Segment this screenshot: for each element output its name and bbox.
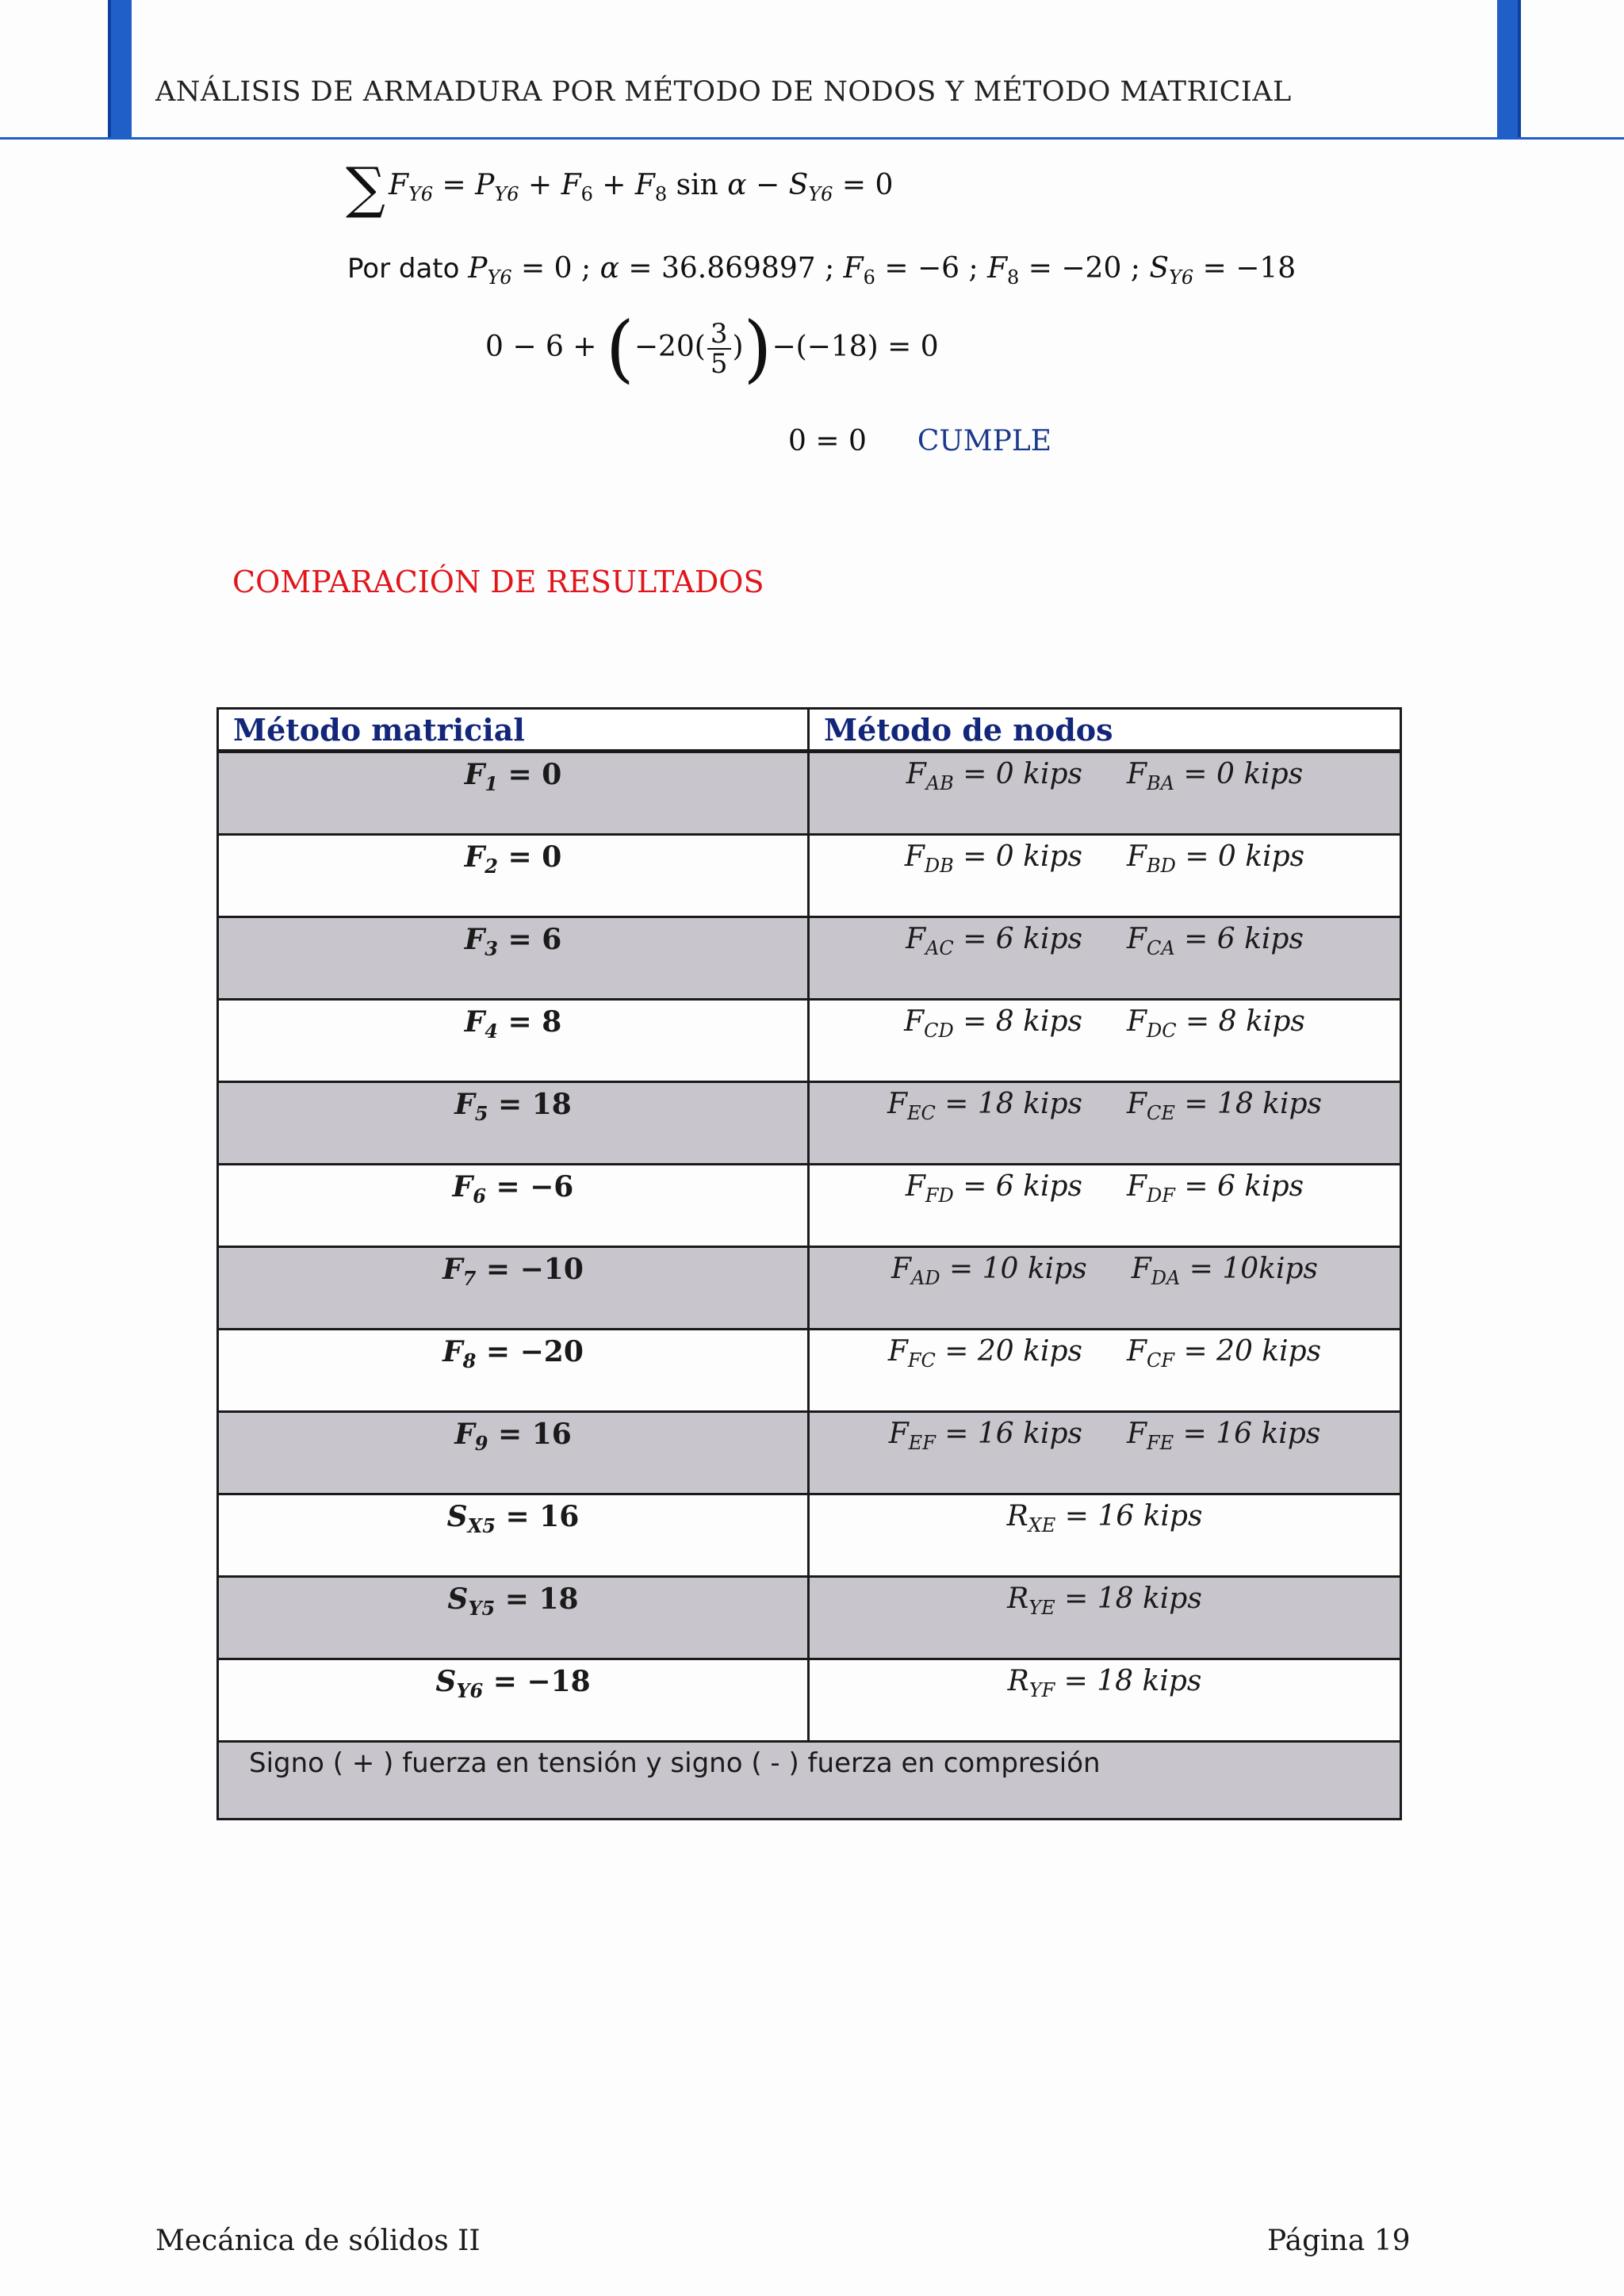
force-symbol: F [442,1335,463,1368]
matricial-cell [218,1082,809,1165]
eq-symbol: α [727,169,747,201]
force-symbol: F [906,758,926,790]
nodos-value-primary [1008,1665,1202,1701]
force-symbol: F [904,1005,925,1038]
matricial-cell [218,1577,809,1659]
table-row [218,1082,1401,1165]
nodos-cell [809,752,1401,835]
eq-symbol: α [599,252,619,285]
force-symbol: F [1127,840,1147,873]
force-subscript: X5 [467,1514,496,1537]
force-subscript: CF [1146,1349,1174,1372]
force-subscript: FD [925,1184,954,1207]
force-subscript: BA [1146,772,1174,794]
nodos-value-secondary [1127,758,1303,794]
nodos-value-primary [1007,1500,1203,1536]
force-subscript: YF [1028,1679,1055,1701]
nodos-value-primary [906,758,1082,794]
nodos-cell [809,835,1401,917]
force-symbol: F [1127,1005,1147,1038]
force-value: = 20 kips [935,1335,1082,1368]
force-symbol: F [442,1253,463,1286]
section-title: COMPARACIÓN DE RESULTADOS [232,564,764,599]
force-symbol: F [464,840,485,874]
eq-text: = −20 ; [1019,252,1150,285]
force-value: = −20 [476,1335,584,1368]
eq-text: − [746,169,789,201]
force-subscript: DA [1151,1267,1181,1289]
force-symbol: R [1006,1500,1028,1533]
table-header-row [218,709,1401,752]
fraction-numerator: 3 [707,320,731,350]
header-title: ANÁLISIS DE ARMADURA POR MÉTODO DE NODOS Y MÉTODO MATRICIAL [155,76,1292,108]
equation-sum-fy6 [346,155,893,220]
eq-symbol: F [987,252,1008,285]
header-accent-bar-left [108,0,132,138]
column-header-nodos: Método de nodos [809,709,1401,752]
eq-text: 0 − 6 + [485,331,606,363]
force-subscript: YE [1028,1597,1055,1619]
force-subscript: Y5 [468,1597,496,1620]
eq-text: = −18 [1193,252,1297,285]
nodos-value-primary [905,840,1082,877]
force-subscript: 6 [473,1184,486,1207]
fraction-denominator: 5 [710,348,728,380]
footer-course: Mecánica de sólidos II [155,2225,481,2257]
force-value: = 8 [497,1005,562,1039]
force-symbol: S [435,1665,457,1698]
force-subscript: 8 [462,1349,477,1372]
force-symbol: F [1127,758,1147,790]
force-value: = 16 [488,1418,572,1451]
table-row [218,1412,1401,1494]
matricial-cell [218,1659,809,1742]
eq-text: = 36.869897 ; [619,252,844,285]
eq-symbol: F [561,169,581,201]
force-subscript: Y6 [456,1679,484,1702]
table-row [218,1494,1401,1577]
eq-text: + [592,169,635,201]
nodos-value-secondary [1127,1418,1320,1454]
force-subscript: 3 [485,937,498,960]
matricial-cell [218,1247,809,1330]
eq-text: + [519,169,561,201]
eq-symbol: P [468,252,488,285]
force-value: = 8 kips [1176,1005,1305,1038]
force-symbol: F [1127,1418,1147,1450]
force-symbol: S [446,1500,468,1533]
force-subscript: 9 [474,1432,488,1455]
force-subscript: 5 [474,1102,488,1125]
nodos-value-secondary [1127,840,1304,877]
force-value: = 8 kips [953,1005,1082,1038]
column-header-matricial: Método matricial [218,709,809,752]
eq-symbol: F [388,169,408,201]
eq-subscript: 8 [654,183,668,205]
force-value: = 10kips [1180,1253,1318,1285]
nodos-value-secondary [1127,1335,1321,1372]
force-value: = 18 [495,1582,579,1616]
force-value: = −18 [483,1665,591,1698]
force-subscript: CD [924,1020,954,1042]
equation-result [788,425,1051,457]
force-value: = 0 kips [953,840,1082,873]
nodos-value-primary [906,1170,1082,1207]
force-value: = 0 [497,758,562,791]
force-value: = 6 [497,923,562,956]
force-symbol: R [1007,1665,1029,1697]
matricial-cell [218,1494,809,1577]
matricial-cell [218,1000,809,1082]
eq-text: = 0 [833,169,894,201]
eq-text: = [433,169,476,201]
nodos-cell [809,1165,1401,1247]
table-row [218,1000,1401,1082]
force-subscript: CA [1146,937,1175,959]
nodos-value-secondary [1127,923,1304,959]
eq-symbol: S [788,169,809,201]
force-symbol: F [464,923,485,956]
eq-text: = −6 ; [875,252,988,285]
nodos-cell [809,1659,1401,1742]
force-symbol: F [454,1088,475,1121]
eq-symbol: F [843,252,864,285]
force-subscript: EC [906,1102,936,1124]
force-value: = 0 [497,840,562,874]
table-row [218,1330,1401,1412]
force-value: = 6 kips [1174,923,1304,955]
eq-text: −20( [634,331,706,363]
sign-convention-note: Signo ( + ) fuerza en tensión y signo ( - ) fuerza en compresión [218,1742,1401,1820]
force-value: = 0 kips [953,758,1082,790]
force-subscript: FC [907,1349,936,1372]
eq-subscript: Y6 [408,183,434,205]
force-value: = 18 kips [1174,1088,1323,1120]
force-value: = 18 kips [1055,1665,1202,1697]
table-note-row [218,1742,1401,1820]
eq-subscript: 6 [580,183,593,205]
given-data-label: Por dato [347,253,469,285]
nodos-value-secondary [1127,1005,1305,1042]
force-symbol: F [464,758,485,791]
force-subscript: CE [1146,1102,1175,1124]
nodos-value-secondary [1127,1170,1304,1207]
nodos-value-primary [906,923,1082,959]
force-symbol: F [1127,1088,1147,1120]
matricial-cell [218,1412,809,1494]
force-subscript: DF [1146,1184,1175,1207]
force-value: = 10 kips [940,1253,1087,1285]
force-subscript: EF [908,1432,936,1454]
result-text: 0 = 0 [788,425,867,457]
force-subscript: 4 [485,1020,498,1043]
force-value: = −10 [476,1253,584,1286]
nodos-cell [809,917,1401,1000]
nodos-value-primary [887,1088,1082,1124]
nodos-value-primary [888,1335,1082,1372]
force-value: = 6 kips [1174,1170,1304,1203]
force-value: = 16 kips [1055,1500,1203,1533]
equation-substitution [485,306,939,391]
header-rule [0,137,1624,140]
force-subscript: XE [1028,1514,1056,1536]
comparison-table [216,707,1402,1820]
table-row [218,752,1401,835]
matricial-cell [218,835,809,917]
nodos-value-primary [891,1253,1087,1289]
force-value: = 20 kips [1174,1335,1322,1368]
eq-text: sin [667,169,728,201]
force-value: = 6 kips [953,923,1082,955]
force-symbol: F [1127,1170,1147,1203]
force-symbol: F [887,1088,907,1120]
force-symbol: F [452,1170,473,1203]
eq-symbol: S [1149,252,1170,285]
eq-subscript: 8 [1007,266,1020,289]
eq-subscript: Y6 [487,266,512,289]
eq-subscript: Y6 [808,183,833,205]
nodos-value-secondary [1132,1253,1318,1289]
nodos-cell [809,1082,1401,1165]
nodos-cell [809,1247,1401,1330]
force-symbol: F [887,1335,908,1368]
force-subscript: DB [924,855,954,877]
sum-symbol: ∑ [346,155,385,220]
table-row [218,835,1401,917]
nodos-cell [809,1000,1401,1082]
force-symbol: F [1127,1335,1147,1368]
nodos-value-secondary [1127,1088,1322,1124]
force-symbol: F [1131,1253,1151,1285]
table-row [218,917,1401,1000]
nodos-cell [809,1494,1401,1577]
eq-symbol: P [475,169,495,201]
matricial-cell [218,1165,809,1247]
cumple-label: CUMPLE [917,425,1052,457]
table-row [218,1247,1401,1330]
nodos-value-primary [889,1418,1082,1454]
force-subscript: FE [1146,1432,1174,1454]
force-symbol: F [1127,923,1147,955]
force-symbol: F [464,1005,485,1039]
force-value: = 0 kips [1174,758,1304,790]
eq-symbol: F [634,169,655,201]
force-subscript: BD [1146,855,1176,877]
matricial-cell [218,917,809,1000]
force-value: = 16 kips [1174,1418,1321,1450]
force-subscript: AC [925,937,954,959]
force-symbol: F [906,923,926,955]
fraction [707,320,731,378]
force-symbol: F [891,1253,911,1285]
force-symbol: F [888,1418,909,1450]
eq-text: ) [732,331,744,363]
nodos-cell [809,1577,1401,1659]
force-value: = 16 kips [935,1418,1082,1450]
nodos-value-primary [904,1005,1082,1042]
matricial-cell [218,1330,809,1412]
force-value: = 16 [496,1500,580,1533]
force-subscript: AD [910,1267,940,1289]
table-row [218,1659,1401,1742]
header-accent-bar-right [1497,0,1521,138]
eq-text: −(−18) = 0 [772,331,939,363]
eq-subscript: 6 [863,266,875,289]
matricial-cell [218,752,809,835]
force-value: = 0 kips [1175,840,1305,873]
force-symbol: R [1007,1582,1029,1615]
force-value: = 18 kips [1055,1582,1202,1615]
force-symbol: S [447,1582,469,1616]
footer-page-number: Página 19 [1267,2225,1411,2257]
nodos-cell [809,1330,1401,1412]
force-value: = −6 [485,1170,574,1203]
force-subscript: AB [925,772,954,794]
force-value: = 6 kips [953,1170,1082,1203]
paren-close: ) [743,306,772,391]
force-symbol: F [454,1418,475,1451]
eq-subscript: Y6 [1169,266,1194,289]
nodos-cell [809,1412,1401,1494]
force-subscript: 7 [462,1267,477,1290]
force-subscript: 2 [485,855,498,878]
paren-open: ( [605,306,634,391]
force-value: = 18 [488,1088,572,1121]
equation-given-data [347,252,1296,289]
table-row [218,1165,1401,1247]
force-value: = 18 kips [935,1088,1082,1120]
eq-text: = 0 ; [511,252,600,285]
force-symbol: F [904,840,925,873]
table-row [218,1577,1401,1659]
force-symbol: F [905,1170,925,1203]
nodos-value-primary [1007,1582,1202,1619]
force-subscript: 1 [485,772,498,795]
eq-subscript: Y6 [494,183,519,205]
force-subscript: DC [1146,1020,1177,1042]
